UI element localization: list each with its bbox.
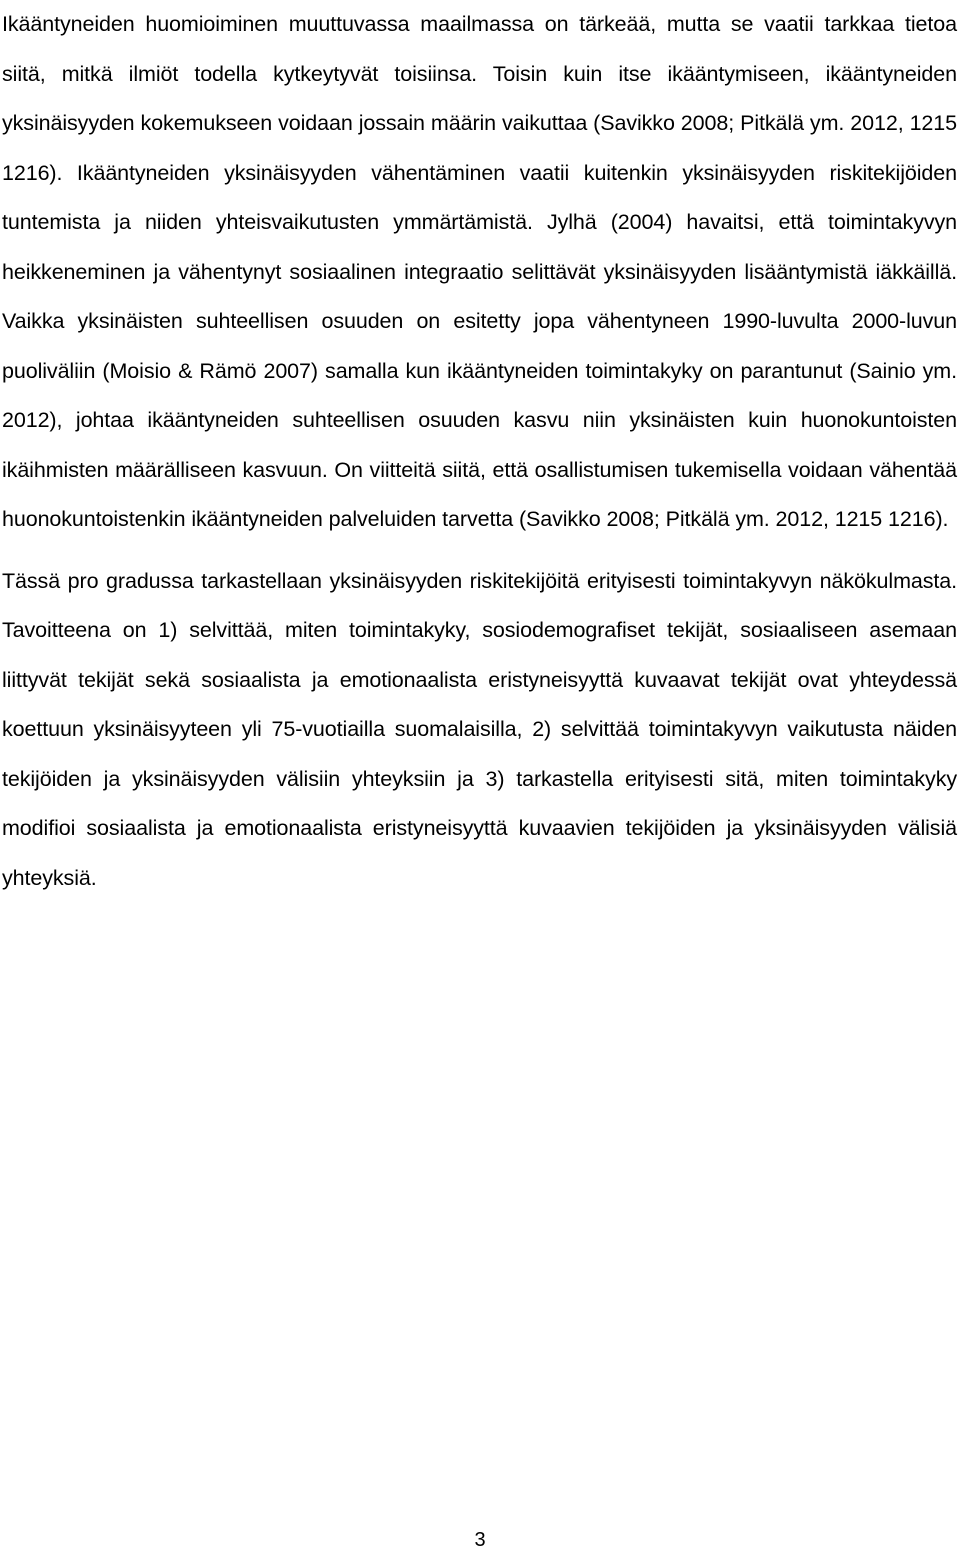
paragraph-1: Ikääntyneiden huomioiminen muuttuvassa maailmassa on tärkeää, mutta se vaatii tarkkaa tietoa siitä, mitkä ilmiöt todella kytkeytyvät toisiinsa. Toisin kuin itse ikääntymiseen, ikääntyneiden yksinäisyyden kokemukseen voidaan jossain määrin vaikuttaa (Savikko 2008; Pitkälä ym. 2012, 1215 1216). Ikääntyneiden yksinäisyyden vähentäminen vaatii kuitenkin yksinäisyyden riskitekijöiden tuntemista ja niiden yhteisvaikutusten ymmärtämistä. Jylhä (2004) havaitsi, että toimintakyvyn heikkeneminen ja vähentynyt sosiaalinen integraatio selittävät yksinäisyyden lisääntymistä iäkkäillä. Vaikka yksinäisten suhteellisen osuuden on esitetty jopa vähentyneen 1990-luvulta 2000-luvun puoliväliin (Moisio & Rämö 2007) samalla kun ikääntyneiden toimintakyky on parantunut (Sainio ym. 2012), johtaa ikääntyneiden suhteellisen osuuden kasvu niin yksinäisten kuin huonokuntoisten ikäihmisten määrälliseen kasvuun. On viitteitä siitä, että osallistumisen tukemisella voidaan vähentää huonokuntoistenkin ikääntyneiden palveluiden tarvetta (Savikko 2008; Pitkälä ym. 2012, 1215 1216). bbox=[2, 12, 957, 531]
paragraph-2: Tässä pro gradussa tarkastellaan yksinäisyyden riskitekijöitä erityisesti toimintakyvyn näkökulmasta. Tavoitteena on 1) selvittää, miten toimintakyky, sosiodemografiset tekijät, sosiaaliseen asemaan liittyvät tekijät sekä sosiaalista ja emotionaalista eristyneisyyttä kuvaavat tekijät ovat yhteydessä koettuun yksinäisyyteen yli 75-vuotiailla suomalaisilla, 2) selvittää toimintakyvyn vaikutusta näiden tekijöiden ja yksinäisyyden välisiin yhteyksiin ja 3) tarkastella erityisesti sitä, miten toimintakyky modifioi sosiaalista ja emotionaalista eristyneisyyttä kuvaavien tekijöiden ja yksinäisyyden välisiä yhteyksiä. bbox=[2, 568, 957, 890]
body-text bbox=[2, 0, 957, 903]
page-number: 3 bbox=[474, 1529, 486, 1551]
